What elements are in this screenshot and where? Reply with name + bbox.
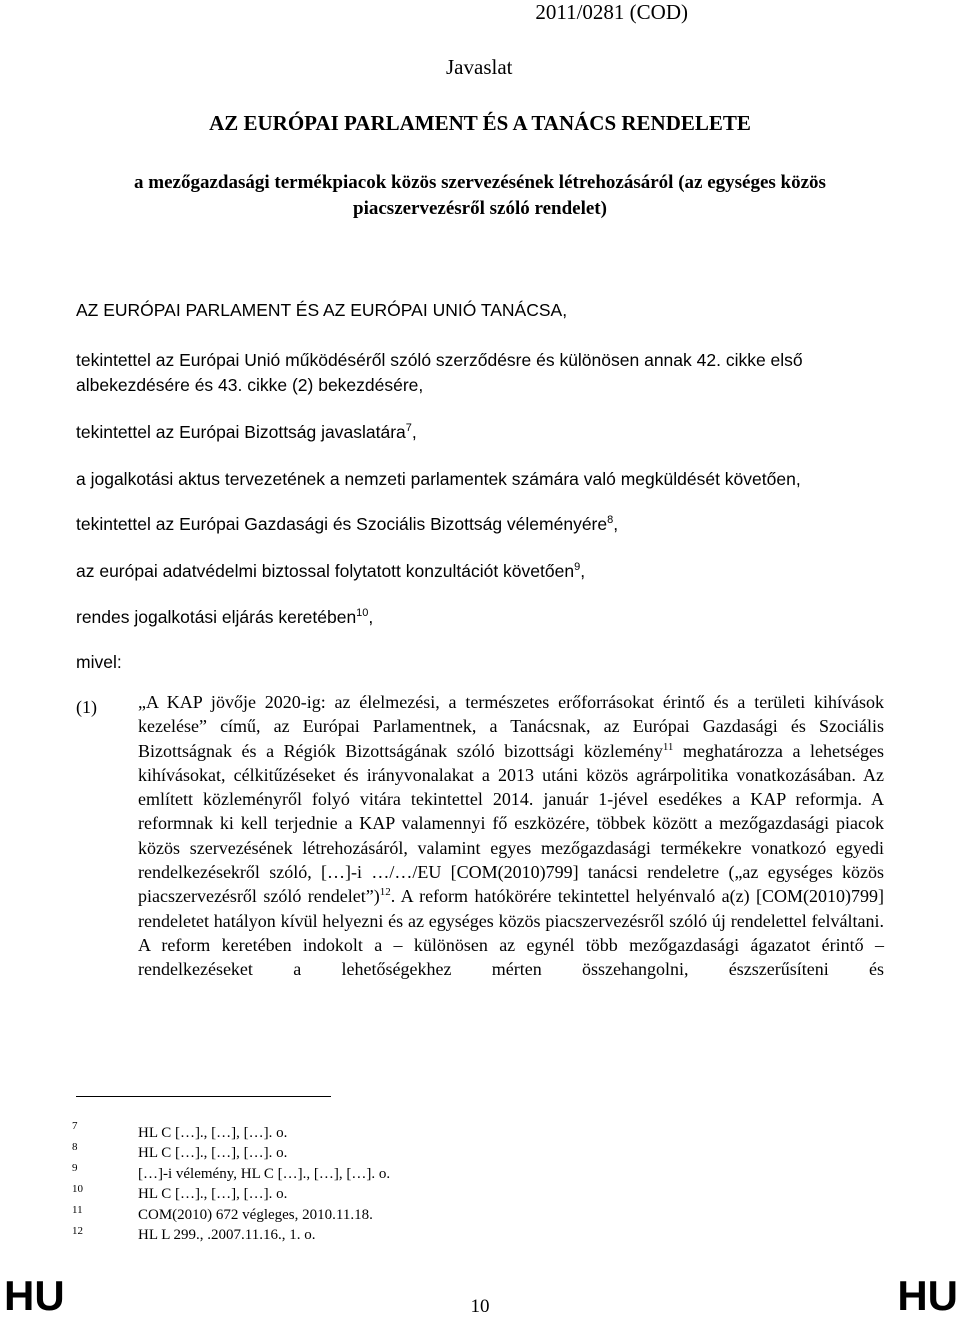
citation-commission: tekintettel az Európai Bizottság javaslatára$^7$,: [76, 422, 417, 442]
footnote-ref: 7: [405, 422, 412, 434]
regulation-title: AZ EURÓPAI PARLAMENT ÉS A TANÁCS RENDELETE: [209, 111, 751, 135]
footnote-text: […]-i vélemény, HL C […]., […], […]. o.: [138, 1166, 391, 1182]
footnote-ref: 8: [607, 514, 614, 526]
page-number: 10: [470, 1296, 490, 1317]
citation-esc: tekintettel az Európai Gazdasági és Szociális Bizottság véleményére$^8$,: [76, 514, 619, 534]
proposal-label: Javaslat: [446, 55, 513, 79]
document-reference: 2011/0281 (COD): [535, 0, 688, 24]
footnote-ref: 10: [356, 607, 369, 619]
language-code-left: HU: [4, 1272, 65, 1319]
footnote-text: HL C […]., […], […]. o.: [138, 1125, 288, 1141]
citation-national-parliaments: a jogalkotási aktus tervezetének a nemzeti parlamentek számára való megküldését követően,: [76, 469, 801, 489]
footnote-number: 8: [72, 1141, 78, 1153]
footnote-separator: [76, 1096, 331, 1097]
footnote-number: 9: [72, 1162, 78, 1174]
footnote-number: 10: [72, 1183, 83, 1195]
footnote-ref: 9: [574, 561, 581, 573]
footnote-ref: 11: [662, 740, 674, 753]
footnote-text: COM(2010) 672 végleges, 2010.11.18.: [138, 1207, 373, 1223]
footnote-number: 7: [72, 1120, 78, 1132]
footnote-ref: 12: [379, 886, 391, 899]
footnote-text: HL C […]., […], […]. o.: [138, 1145, 288, 1161]
citation-edps: az európai adatvédelmi biztossal folytatott konzultációt követően$^9$,: [76, 561, 586, 581]
footnote-number: 12: [72, 1225, 83, 1237]
language-code-right: HU: [897, 1272, 958, 1319]
footnote-number: 11: [72, 1204, 83, 1216]
recital-number: (1): [76, 697, 97, 717]
citation-treaty: tekintettel az Európai Unió működéséről szóló szerződésre és különösen annak 42. cikke első albekezdésére és 43. cikke (2) bekezdésére,: [76, 350, 803, 395]
footnote-text: HL L 299., .2007.11.16., 1. o.: [138, 1227, 316, 1243]
footnote-text: HL C […]., […], […]. o.: [138, 1186, 288, 1202]
recital-text: „A KAP jövője 2020-ig: az élelmezési, a természetes erőforrásokat érintő és a területi kihívások kezelése” című, az Európai Parlamentnek, a Tanácsnak, az Európai Gazdasági és Szociális Bizottságnak és a Régiók Bizottságának szóló bizottsági közlemény$^{11}$ meghatározza a lehetséges kihívásokat, célkitűzéseket és irányvonalakat a 2013 utáni közös agrárpolitika vonatkozásában. Az említett közleményről folyó vitára tekintettel 2014. január 1-jével esedékes a KAP reformja. A reformnak ki kell terjednie a KAP valamennyi fő eszközére, többek között a mezőgazdasági piacok közös szervezésének létrehozásáról, valamint egyes mezőgazdasági termékekre vonatkozó egyedi rendelkezésekről szóló, […]-i …/…/EU [COM(2010)799] tanácsi rendeletre („az egységes közös piacszervezésről szóló rendelet”)$^{12}$. A reform hatókörére tekintettel helyénvaló a(z) [COM(2010)799] rendeletet hatályon kívül helyezni és az egységes közös piacszervezésről szóló új rendelettel felváltani. A reform keretében indokolt a – különösen az egynél több mezőgazdasági ágazatot érintő – rendelkezéseket a lehetőségekhez mérten összehangolni, észszerűsíteni és: [138, 692, 884, 980]
institutions-line: AZ EURÓPAI PARLAMENT ÉS AZ EURÓPAI UNIÓ TANÁCSA,: [76, 300, 568, 320]
whereas-label: mivel:: [76, 652, 122, 672]
regulation-subtitle: a mezőgazdasági termékpiacok közös szervezésének létrehozásáról (az egységes közös piacszervezésről szóló rendelet): [134, 172, 826, 219]
citation-procedure: rendes jogalkotási eljárás keretében$^{10}$,: [76, 607, 374, 627]
